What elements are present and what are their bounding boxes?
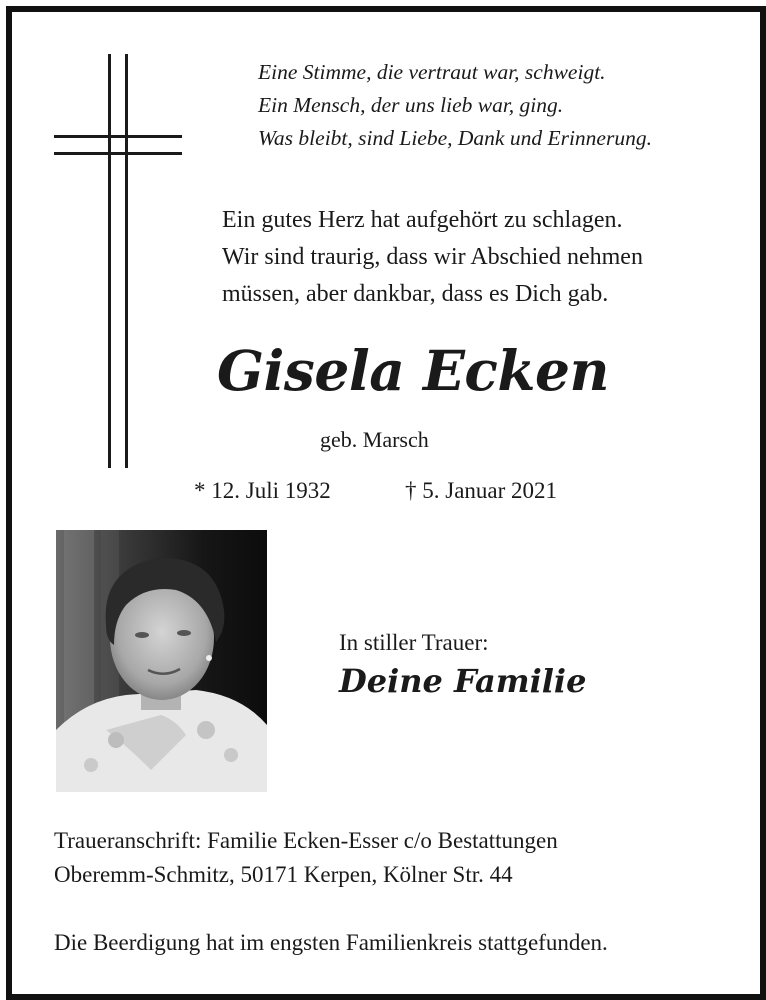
poem-line: Eine Stimme, die vertraut war, schweigt. — [258, 60, 606, 84]
poem-line: Was bleibt, sind Liebe, Dank und Erinnerung. — [258, 126, 652, 150]
cross-icon — [54, 54, 182, 468]
address-line: Traueranschrift: Familie Ecken-Esser c/o Bestattungen — [54, 828, 558, 853]
intro-line: Ein gutes Herz hat aufgehört zu schlagen. — [222, 207, 623, 233]
poem-line: Ein Mensch, der uns lieb war, ging. — [258, 93, 564, 117]
death-date: † 5. Januar 2021 — [405, 478, 558, 503]
poem — [258, 56, 738, 155]
funeral-note: Die Beerdigung hat im engsten Familienkreis stattgefunden. — [54, 930, 608, 955]
address-line: Oberemm-Schmitz, 50171 Kerpen, Kölner Str. 44 — [54, 862, 513, 887]
intro-line: Wir sind traurig, dass wir Abschied nehmen — [222, 244, 643, 270]
obituary-frame — [6, 6, 766, 1000]
deceased-name: Gisela Ecken — [217, 338, 609, 403]
intro-text — [222, 202, 742, 313]
mourning-address — [54, 824, 558, 892]
intro-line: müssen, aber dankbar, dass es Dich gab. — [222, 281, 609, 307]
birth-date: * 12. Juli 1932 — [194, 478, 331, 503]
maiden-name: geb. Marsch — [320, 427, 429, 452]
portrait-photo — [56, 530, 267, 792]
mourning-label: In stiller Trauer: — [339, 630, 489, 655]
mourning-family: Deine Familie — [339, 662, 587, 700]
